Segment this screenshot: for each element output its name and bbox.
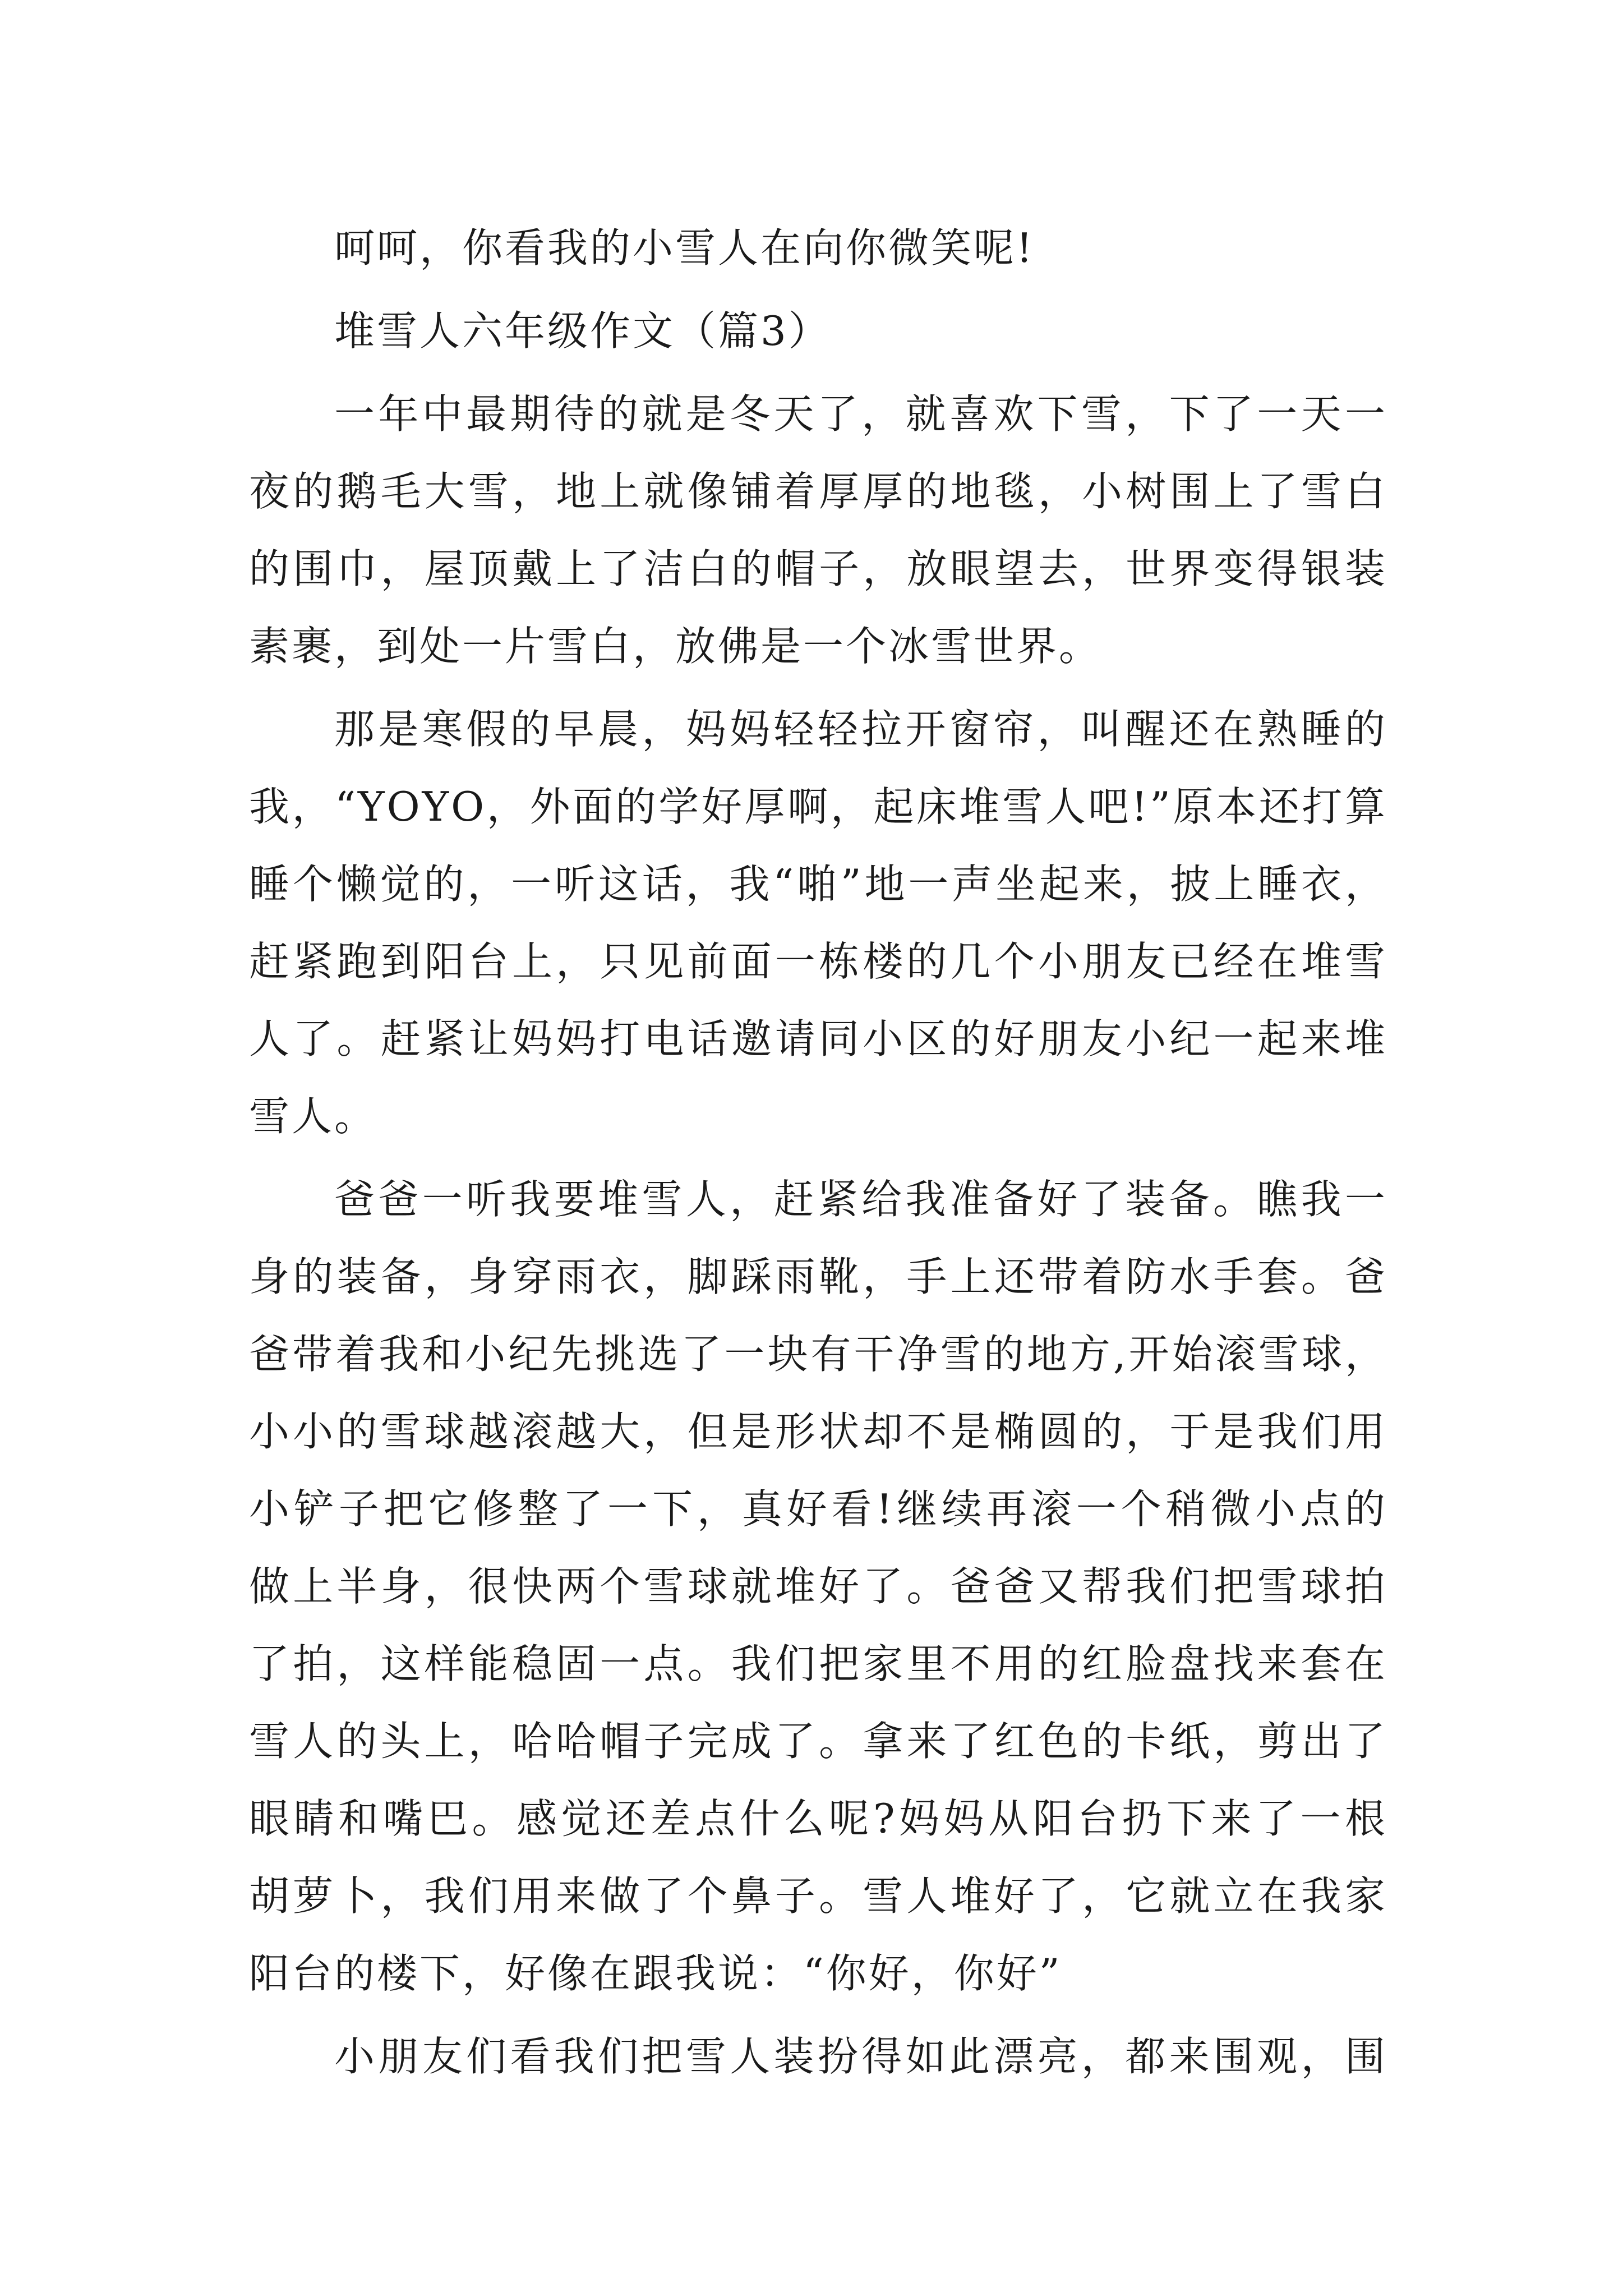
text-line: 小铲子把它修整了一下，真好看!继续再滚一个稍微小点的 bbox=[249, 1485, 1387, 1533]
text-line: 素裹，到处一片雪白，放佛是一个冰雪世界。 bbox=[249, 623, 1102, 670]
text-line: 一年中最期待的就是冬天了，就喜欢下雪，下了一天一 bbox=[334, 390, 1387, 438]
section-heading bbox=[249, 292, 1387, 370]
text-line: 身的装备，身穿雨衣，脚踩雨靴，手上还带着防水手套。爸 bbox=[249, 1253, 1387, 1300]
paragraph-winter-morning bbox=[249, 691, 1387, 1155]
text-line: 了拍，这样能稳固一点。我们把家里不用的红脸盘找来套在 bbox=[249, 1640, 1387, 1687]
text-line: 雪人。 bbox=[249, 1093, 377, 1140]
text-line: 做上半身，很快两个雪球就堆好了。爸爸又帮我们把雪球拍 bbox=[249, 1563, 1387, 1610]
text-line: 睡个懒觉的，一听这话，我“啪”地一声坐起来，披上睡衣， bbox=[249, 861, 1387, 908]
paragraph-building-snowman bbox=[249, 1161, 1387, 2012]
paragraph-friends-watching bbox=[249, 2018, 1387, 2095]
text-line: 小小的雪球越滚越大，但是形状却不是椭圆的，于是我们用 bbox=[249, 1408, 1387, 1455]
text-line: 呵呵，你看我的小雪人在向你微笑呢! bbox=[334, 224, 1035, 272]
text-line: 雪人的头上，哈哈帽子完成了。拿来了红色的卡纸，剪出了 bbox=[249, 1718, 1387, 1765]
text-line: 爸带着我和小纪先挑选了一块有干净雪的地方,开始滚雪球， bbox=[249, 1331, 1387, 1378]
text-line: 我，“YOYO，外面的学好厚啊，起床堆雪人吧!”原本还打算 bbox=[249, 783, 1387, 830]
text-line: 的围巾，屋顶戴上了洁白的帽子，放眼望去，世界变得银装 bbox=[249, 545, 1387, 592]
text-line: 胡萝卜，我们用来做了个鼻子。雪人堆好了，它就立在我家 bbox=[249, 1872, 1387, 1920]
text-line: 阳台的楼下，好像在跟我说：“你好，你好” bbox=[249, 1950, 1062, 1997]
paragraph-closing-line bbox=[249, 209, 1387, 287]
paragraph-winter-snow bbox=[249, 375, 1387, 685]
text-line: 眼睛和嘴巴。感觉还差点什么呢?妈妈从阳台扔下来了一根 bbox=[249, 1795, 1387, 1842]
text-line: 人了。赶紧让妈妈打电话邀请同小区的好朋友小纪一起来堆 bbox=[249, 1015, 1387, 1062]
text-line: 那是寒假的早晨，妈妈轻轻拉开窗帘，叫醒还在熟睡的 bbox=[334, 706, 1387, 753]
essay-body bbox=[249, 209, 1387, 2101]
text-line: 夜的鹅毛大雪，地上就像铺着厚厚的地毯，小树围上了雪白 bbox=[249, 468, 1387, 515]
text-line: 赶紧跑到阳台上，只见前面一栋楼的几个小朋友已经在堆雪 bbox=[249, 938, 1387, 985]
text-line: 堆雪人六年级作文（篇3） bbox=[334, 307, 831, 355]
text-line: 小朋友们看我们把雪人装扮得如此漂亮，都来围观，围 bbox=[334, 2033, 1387, 2080]
text-line: 爸爸一听我要堆雪人，赶紧给我准备好了装备。瞧我一 bbox=[334, 1176, 1387, 1223]
